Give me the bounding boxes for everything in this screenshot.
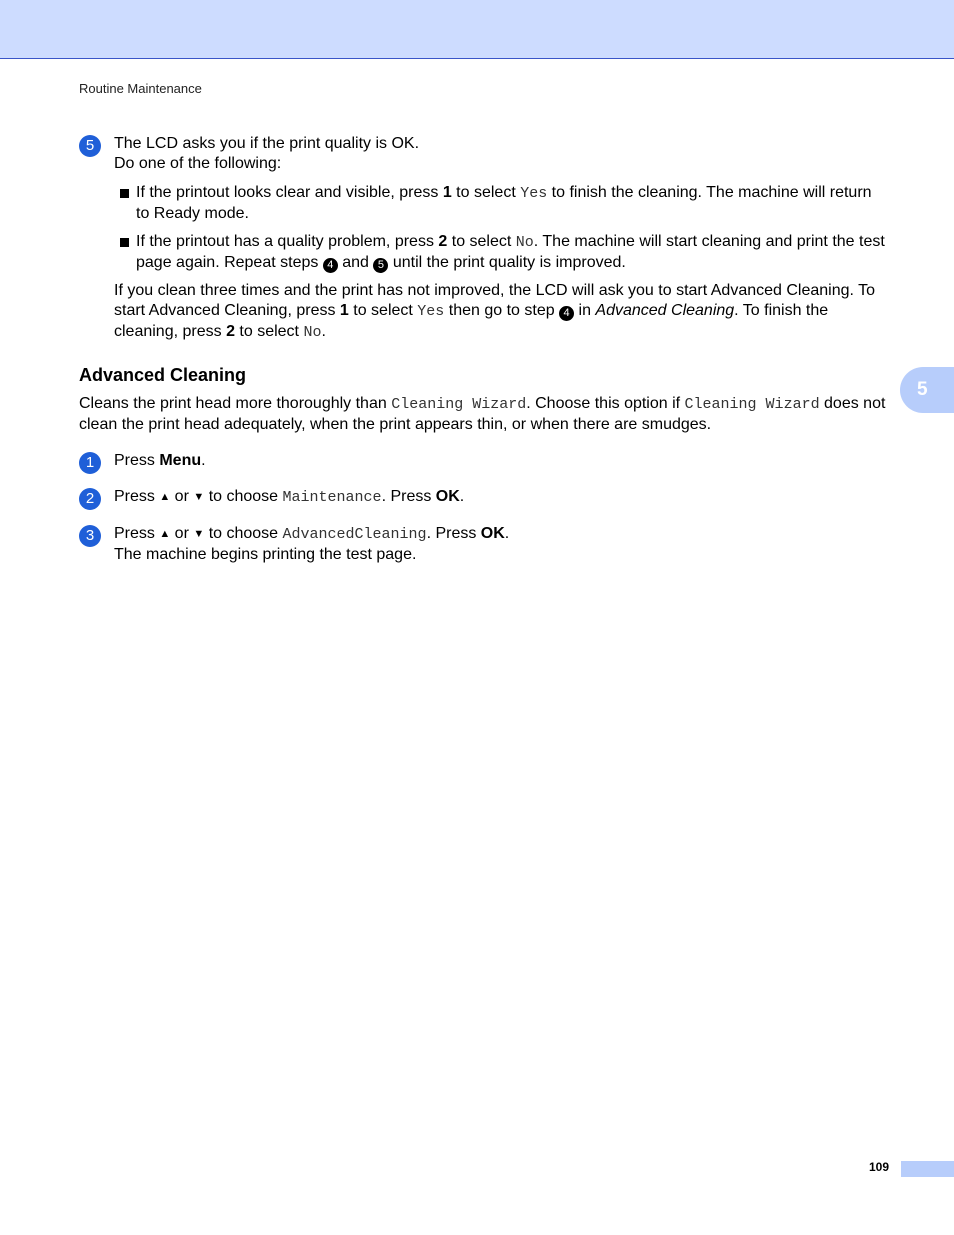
down-arrow-icon: ▼ [193,528,205,540]
step-number-badge: 5 [79,135,101,157]
step-text: The LCD asks you if the print quality is OK. Do one of the following: [114,135,420,172]
step-ref-icon: 4 [559,306,574,321]
bullet-square-icon [120,238,129,247]
page-number: 109 [869,1160,890,1174]
header-band [0,0,954,59]
step-number-badge: 2 [79,488,101,510]
page-content [79,134,889,565]
step-number-badge: 3 [79,525,101,547]
footer-bar [901,1161,954,1177]
intro-paragraph: Cleans the print head more thoroughly than Cleaning Wizard. Choose this option if Cleaning Wizard does not clean the print head adequately, when the print appears thin, or when there are smudges. [79,395,886,433]
step-5 [79,134,889,174]
step-3: 3 Press ▲ or ▼ to choose AdvancedCleaning. Press OK. The machine begins printing the test page. [79,524,889,565]
step-ref-icon: 5 [373,258,388,273]
step-ref-icon: 4 [323,258,338,273]
up-arrow-icon: ▲ [159,528,171,540]
chapter-tab[interactable]: 5 [900,367,954,413]
step-1: 1 Press Menu. [79,451,889,471]
bullet-item: If the printout looks clear and visible, press 1 to select Yes to finish the cleaning. The machine will return to Ready mode. [114,183,889,224]
running-header: Routine Maintenance [79,81,202,96]
bullet-item: If the printout has a quality problem, press 2 to select No. The machine will start cleaning and print the test page again. Repeat steps 4 and 5 until the print quality is improved. [114,232,889,273]
bullet-square-icon [120,189,129,198]
up-arrow-icon: ▲ [159,491,171,503]
step-number-badge: 1 [79,452,101,474]
down-arrow-icon: ▼ [193,491,205,503]
section-heading: Advanced Cleaning [79,365,247,385]
step-2: 2 Press ▲ or ▼ to choose Maintenance. Press OK. [79,487,889,508]
note-paragraph: If you clean three times and the print has not improved, the LCD will ask you to start Advanced Cleaning. To start Advanced Cleaning, press 1 to select Yes then go to step 4 in Advanced Cleaning. To finish the cleaning, press 2 to select No. [114,282,876,341]
